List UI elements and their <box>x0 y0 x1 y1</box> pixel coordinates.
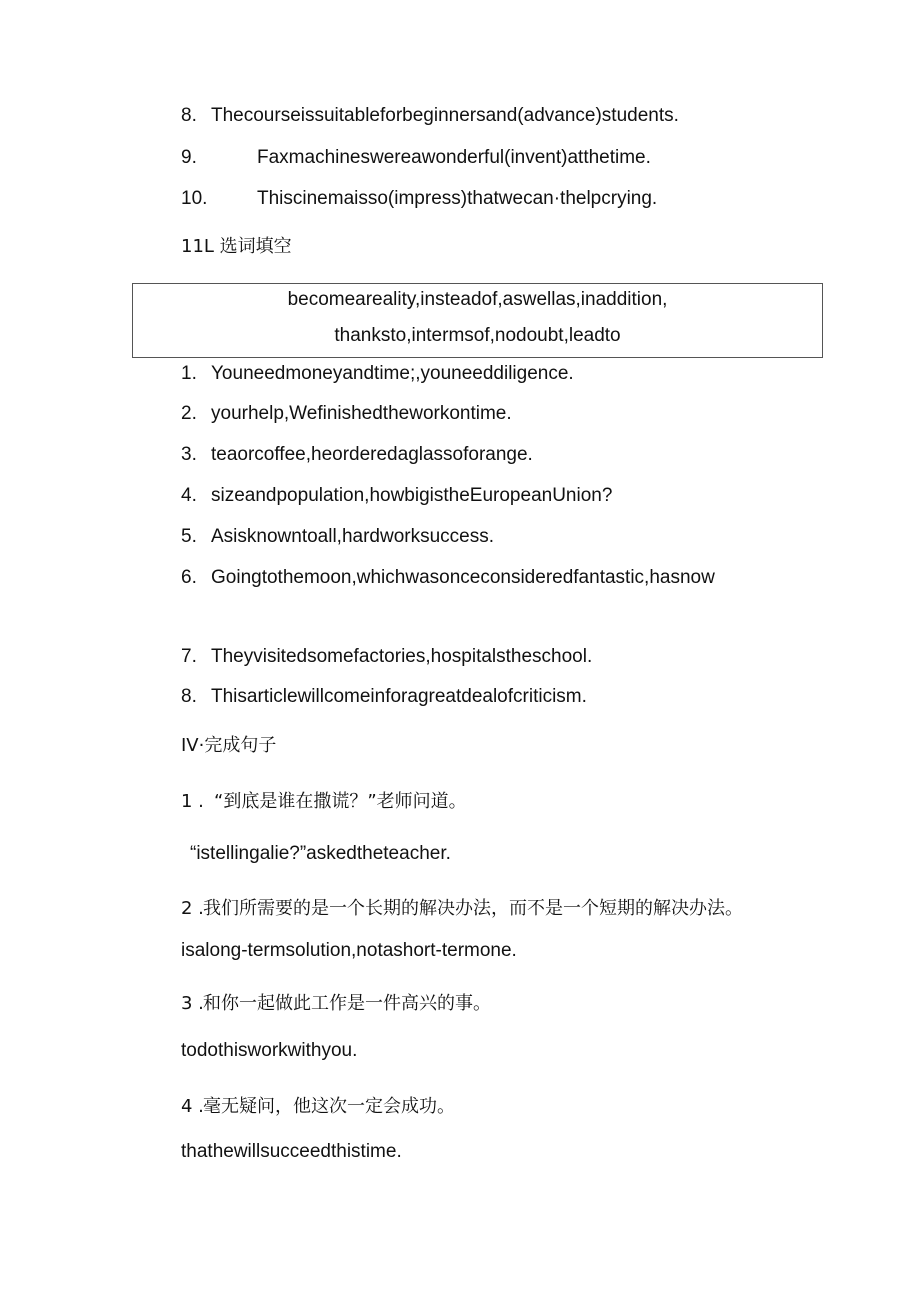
item-number: 8. <box>181 686 197 707</box>
answer-line: isalong-termsolution,notashort-termone. <box>181 940 517 961</box>
section-heading-iii: 11L 选词填空 <box>181 236 292 257</box>
item-text: Goingtothemoon,whichwasonceconsideredfantastic,hasnow <box>211 567 715 588</box>
prompt-text: 和你一起做此工作是一件高兴的事。 <box>203 993 491 1014</box>
item-number: 1. <box>181 363 197 384</box>
item-text: Asisknowntoall,hardworksuccess. <box>211 526 495 547</box>
section-heading-iv: IV·完成句子 <box>181 735 277 756</box>
item-number: 7. <box>181 646 197 667</box>
item-number: 5. <box>181 526 197 547</box>
item-number: 4 . <box>181 1096 204 1117</box>
item-number: 8. <box>181 105 197 126</box>
item-text: Theyvisitedsomefactories,hospitalstheschool. <box>211 646 593 667</box>
answer-line: “istellingalie?”askedtheteacher. <box>190 843 451 864</box>
prompt-text: “到底是谁在撒谎？”老师问道。 <box>214 791 467 812</box>
item-number: 2 . <box>181 898 204 919</box>
item-number: 3 . <box>181 993 204 1014</box>
item-number: 10. <box>181 188 208 209</box>
prompt-text: 我们所需要的是一个长期的解决办法，而不是一个短期的解决办法。 <box>203 898 743 919</box>
item-text: sizeandpopulation,howbigistheEuropeanUnion? <box>211 485 613 506</box>
word-bank-box <box>132 283 823 358</box>
answer-line: todothisworkwithyou. <box>181 1040 358 1061</box>
item-number: 3. <box>181 444 197 465</box>
item-text: teaorcoffee,heorderedaglassoforange. <box>211 444 533 465</box>
item-text: Youneedmoneyandtime;,youneeddiligence. <box>211 363 574 384</box>
item-number: 9. <box>181 147 197 168</box>
item-number: 2. <box>181 403 197 424</box>
word-bank-line: thanksto,intermsof,nodoubt,leadto <box>334 325 621 346</box>
item-text: Thiscinemaisso(impress)thatwecan·thelpcrying. <box>257 188 658 209</box>
item-number: 1 . <box>181 791 204 812</box>
prompt-text: 毫无疑问，他这次一定会成功。 <box>203 1096 455 1117</box>
answer-line: thathewillsucceedthistime. <box>181 1141 402 1162</box>
item-text: Thisarticlewillcomeinforagreatdealofcriticism. <box>211 686 587 707</box>
item-text: Faxmachineswereawonderful(invent)atthetime. <box>257 147 651 168</box>
word-bank-line: becomeareality,insteadof,aswellas,inaddition, <box>287 289 668 310</box>
item-text: yourhelp,Wefinishedtheworkontime. <box>211 403 512 424</box>
item-number: 6. <box>181 567 197 588</box>
item-number: 4. <box>181 485 197 506</box>
item-text: Thecourseissuitableforbeginnersand(advance)students. <box>211 105 679 126</box>
